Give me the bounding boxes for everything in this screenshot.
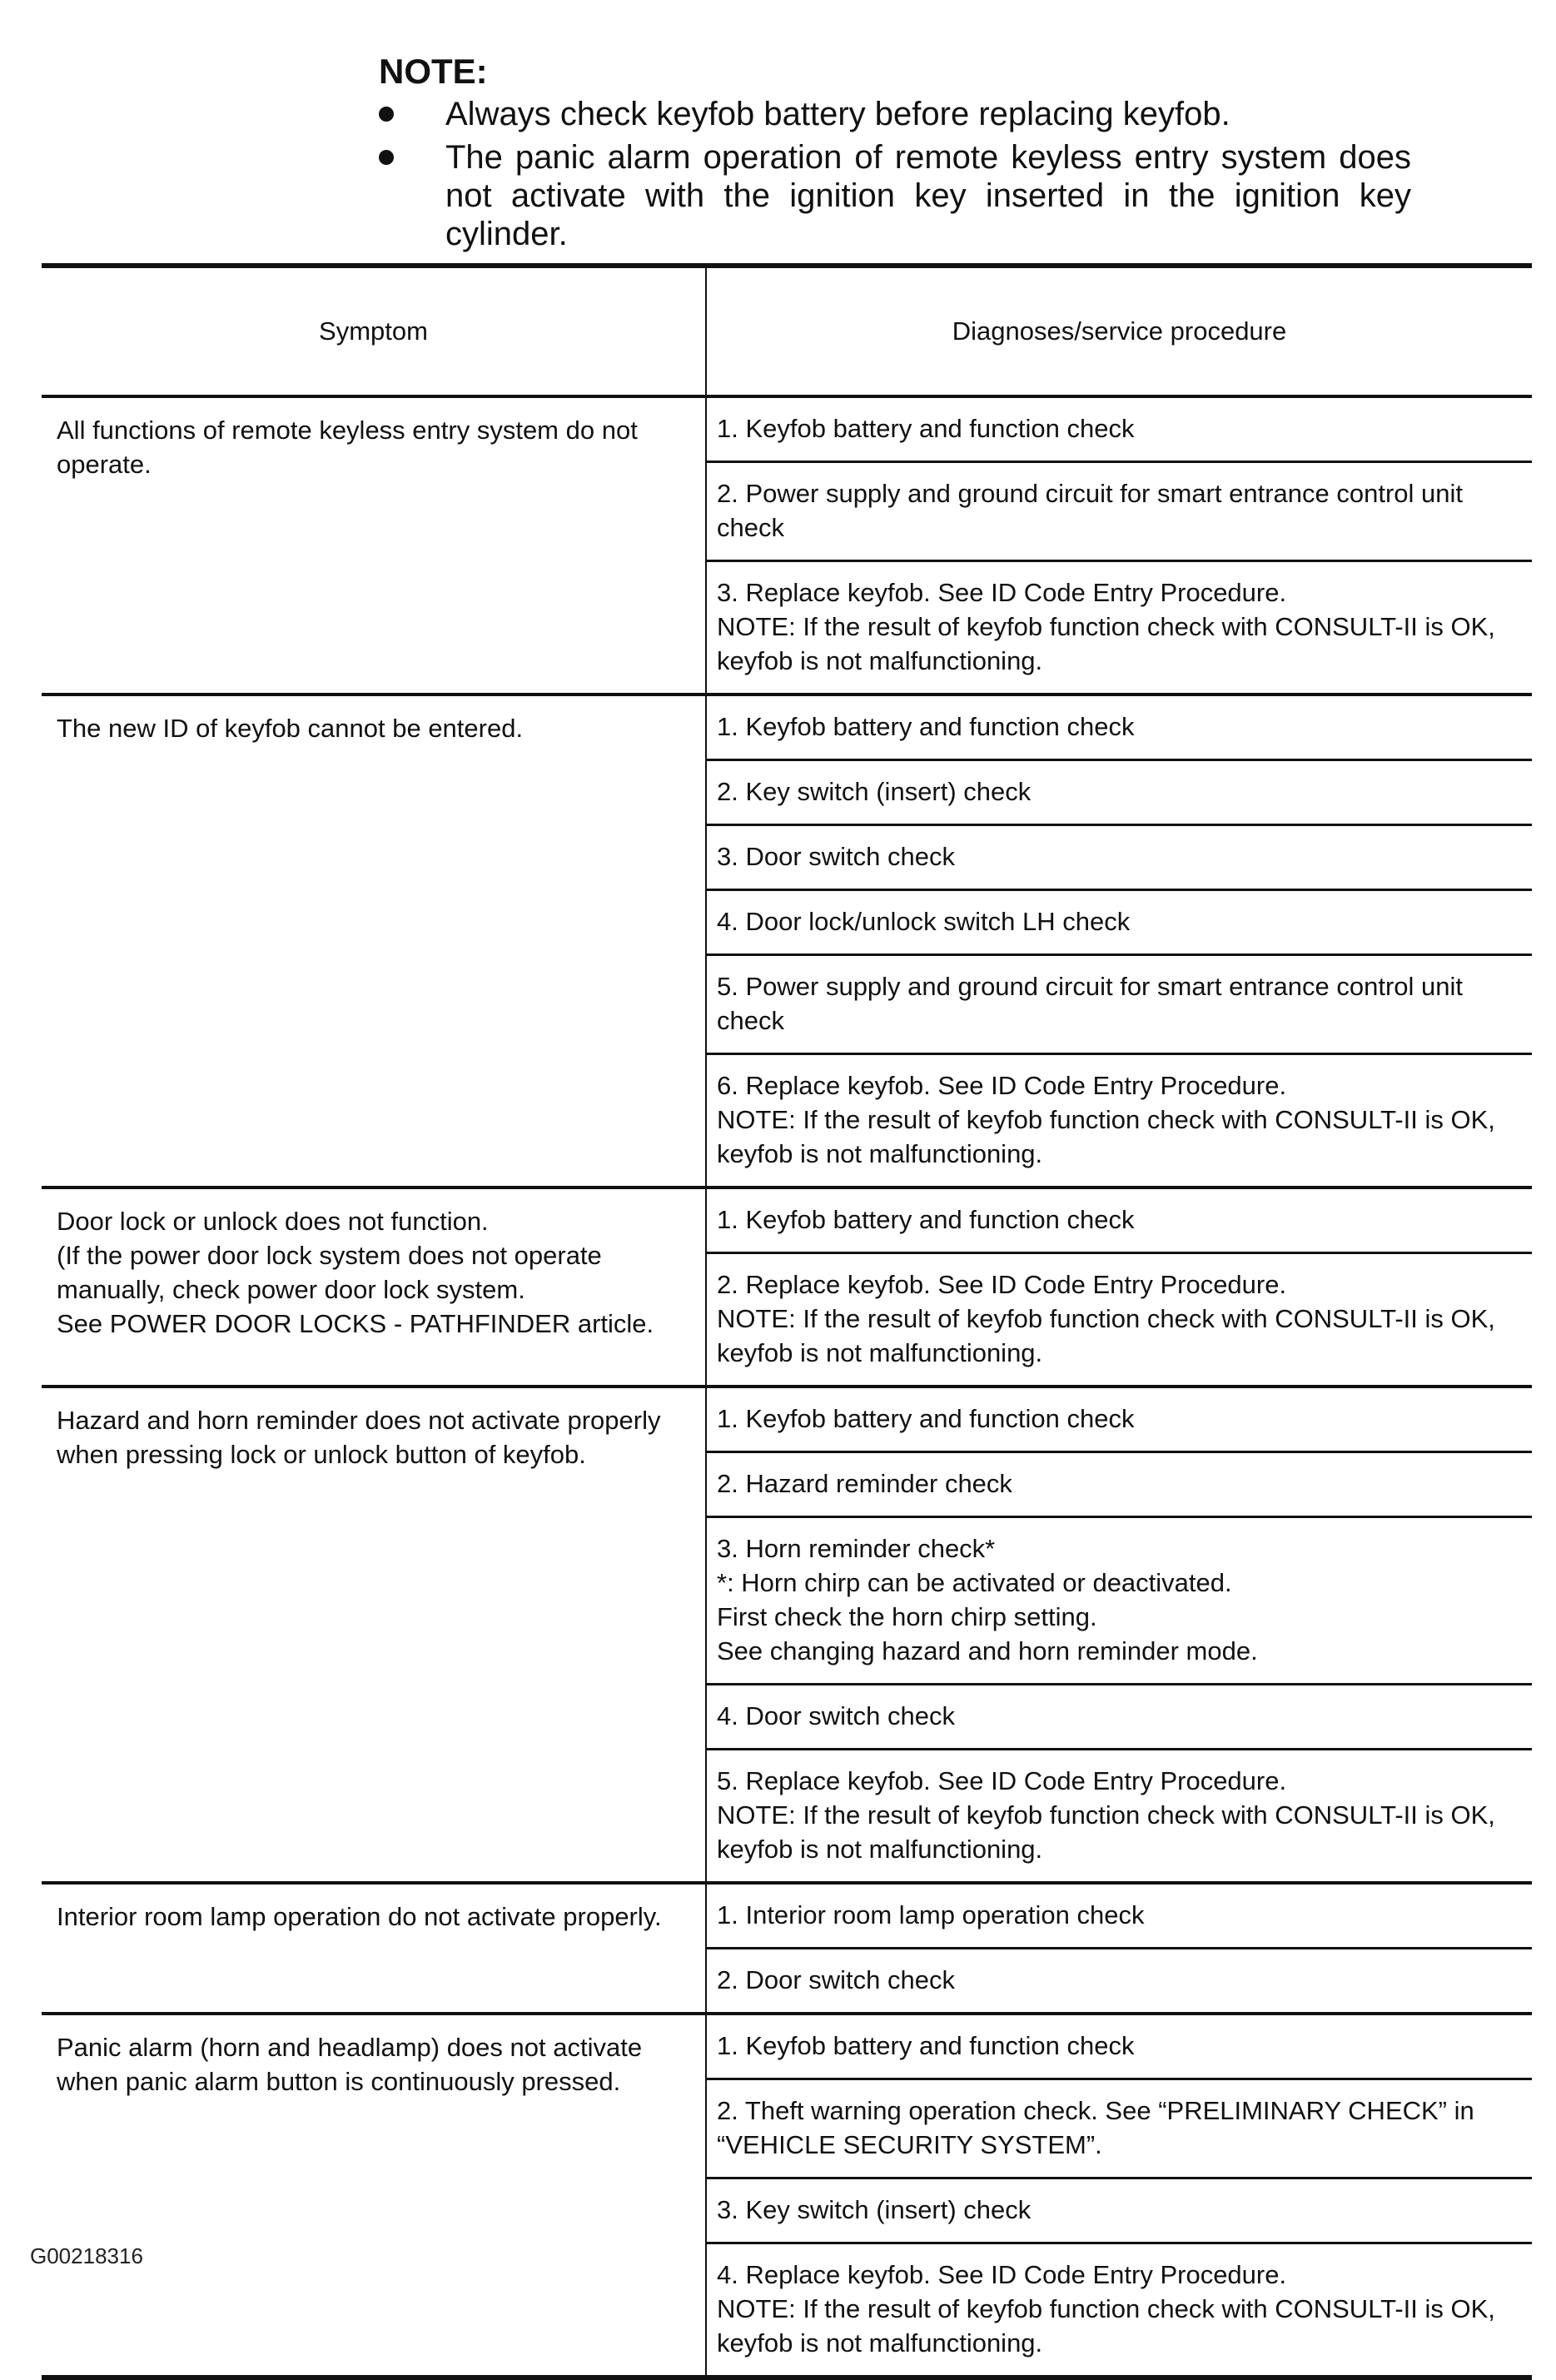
procedure-cell [706,1517,1532,1685]
procedure-text: *: Horn chirp can be activated or deactivated. [717,1568,1232,1597]
symptom-text: The new ID of keyfob cannot be entered. [57,714,524,743]
procedure-text: 1. Interior room lamp operation check [717,1900,1145,1929]
procedure-text: NOTE: If the result of keyfob function check with CONSULT-II is OK, keyfob is not malfunctioning. [717,1105,1495,1168]
procedure-text: 5. Power supply and ground circuit for smart entrance control unit check [717,972,1464,1035]
procedure-cell [706,825,1532,890]
procedure-cell [706,1188,1532,1253]
table-row [42,2014,1532,2079]
procedure-cell [706,1949,1532,2014]
note-item [379,95,1411,133]
procedure-cell [706,1253,1532,1387]
symptom-text: Interior room lamp operation do not activate properly. [57,1902,662,1931]
procedure-text: NOTE: If the result of keyfob function check with CONSULT-II is OK, keyfob is not malfunctioning. [717,1304,1495,1367]
table-row [42,1883,1532,1949]
table-row [42,1387,1532,1452]
procedure-cell [706,1685,1532,1750]
symptom-cell [42,695,706,1188]
diagnosis-table [42,263,1532,2380]
procedure-text: 6. Replace keyfob. See ID Code Entry Procedure. [717,1071,1287,1100]
procedure-cell [706,462,1532,561]
table-row [42,1188,1532,1253]
table-header-row [42,266,1532,396]
symptom-cell [42,2014,706,2378]
note-item [379,138,1411,253]
procedure-cell [706,1883,1532,1949]
procedure-text: 1. Keyfob battery and function check [717,1205,1135,1234]
procedure-cell [706,890,1532,955]
symptom-cell [42,1188,706,1387]
procedure-text: 3. Key switch (insert) check [717,2195,1032,2224]
procedure-cell [706,695,1532,760]
bullet-icon [379,107,394,122]
symptom-text: Hazard and horn reminder does not activate properly when pressing lock or unlock button of keyfob. [57,1406,661,1469]
note-item-text: Always check keyfob battery before replacing keyfob. [445,96,1230,132]
symptom-text: Panic alarm (horn and headlamp) does not activate when panic alarm button is continuously pressed. [57,2033,643,2096]
procedure-text: 2. Replace keyfob. See ID Code Entry Procedure. [717,1270,1287,1299]
procedure-text: First check the horn chirp setting. [717,1602,1097,1631]
procedure-cell [706,2014,1532,2079]
symptom-cell [42,1387,706,1883]
symptom-text: See POWER DOOR LOCKS - PATHFINDER article. [57,1309,654,1338]
procedure-cell [706,955,1532,1054]
note-title: NOTE: [379,52,488,91]
procedure-cell [706,2178,1532,2243]
procedure-text: 4. Replace keyfob. See ID Code Entry Procedure. [717,2260,1287,2289]
procedure-text: 1. Keyfob battery and function check [717,2031,1135,2060]
procedure-text: NOTE: If the result of keyfob function check with CONSULT-II is OK, keyfob is not malfunctioning. [717,612,1495,675]
table-body [42,396,1532,2378]
procedure-text: 1. Keyfob battery and function check [717,1404,1135,1433]
symptom-text: Door lock or unlock does not function. [57,1207,489,1236]
procedure-text: 1. Keyfob battery and function check [717,712,1135,741]
column-header-symptom: Symptom [42,266,706,396]
column-header-procedure: Diagnoses/service procedure [706,266,1532,396]
note-item-text: The panic alarm operation of remote keyless entry system does not activate with the ignition key inserted in the ignition key cylinder. [445,139,1411,252]
procedure-text: 2. Door switch check [717,1965,955,1994]
procedure-text: 4. Door switch check [717,1701,955,1730]
procedure-text: 2. Theft warning operation check. See “PRELIMINARY CHECK” in “VEHICLE SECURITY SYSTEM”. [717,2096,1474,2159]
note-block [379,52,1411,258]
procedure-text: 3. Horn reminder check* [717,1534,996,1563]
procedure-text: See changing hazard and horn reminder mode. [717,1636,1258,1666]
procedure-cell [706,760,1532,825]
table-row [42,396,1532,462]
procedure-text: 2. Power supply and ground circuit for smart entrance control unit check [717,479,1464,542]
procedure-cell [706,396,1532,462]
procedure-text: 5. Replace keyfob. See ID Code Entry Procedure. [717,1766,1287,1795]
procedure-text: 2. Hazard reminder check [717,1469,1012,1498]
figure-code: G00218316 [30,2243,143,2268]
procedure-cell [706,1750,1532,1884]
procedure-text: NOTE: If the result of keyfob function check with CONSULT-II is OK, keyfob is not malfunctioning. [717,2294,1495,2358]
symptom-cell [42,1883,706,2014]
procedure-cell [706,2243,1532,2378]
symptom-text: (If the power door lock system does not operate manually, check power door lock system. [57,1241,602,1304]
symptom-cell [42,396,706,695]
table-row [42,695,1532,760]
bullet-icon [379,150,394,165]
procedure-cell [706,561,1532,695]
procedure-cell [706,1054,1532,1188]
procedure-text: NOTE: If the result of keyfob function check with CONSULT-II is OK, keyfob is not malfunctioning. [717,1800,1495,1864]
procedure-text: 3. Door switch check [717,842,955,871]
procedure-text: 2. Key switch (insert) check [717,777,1032,806]
procedure-cell [706,1387,1532,1452]
procedure-text: 3. Replace keyfob. See ID Code Entry Procedure. [717,578,1287,607]
procedure-text: 4. Door lock/unlock switch LH check [717,907,1131,936]
procedure-cell [706,2079,1532,2178]
note-list [379,95,1411,253]
symptom-text: All functions of remote keyless entry system do not operate. [57,416,638,479]
procedure-cell [706,1452,1532,1517]
procedure-text: 1. Keyfob battery and function check [717,414,1135,443]
